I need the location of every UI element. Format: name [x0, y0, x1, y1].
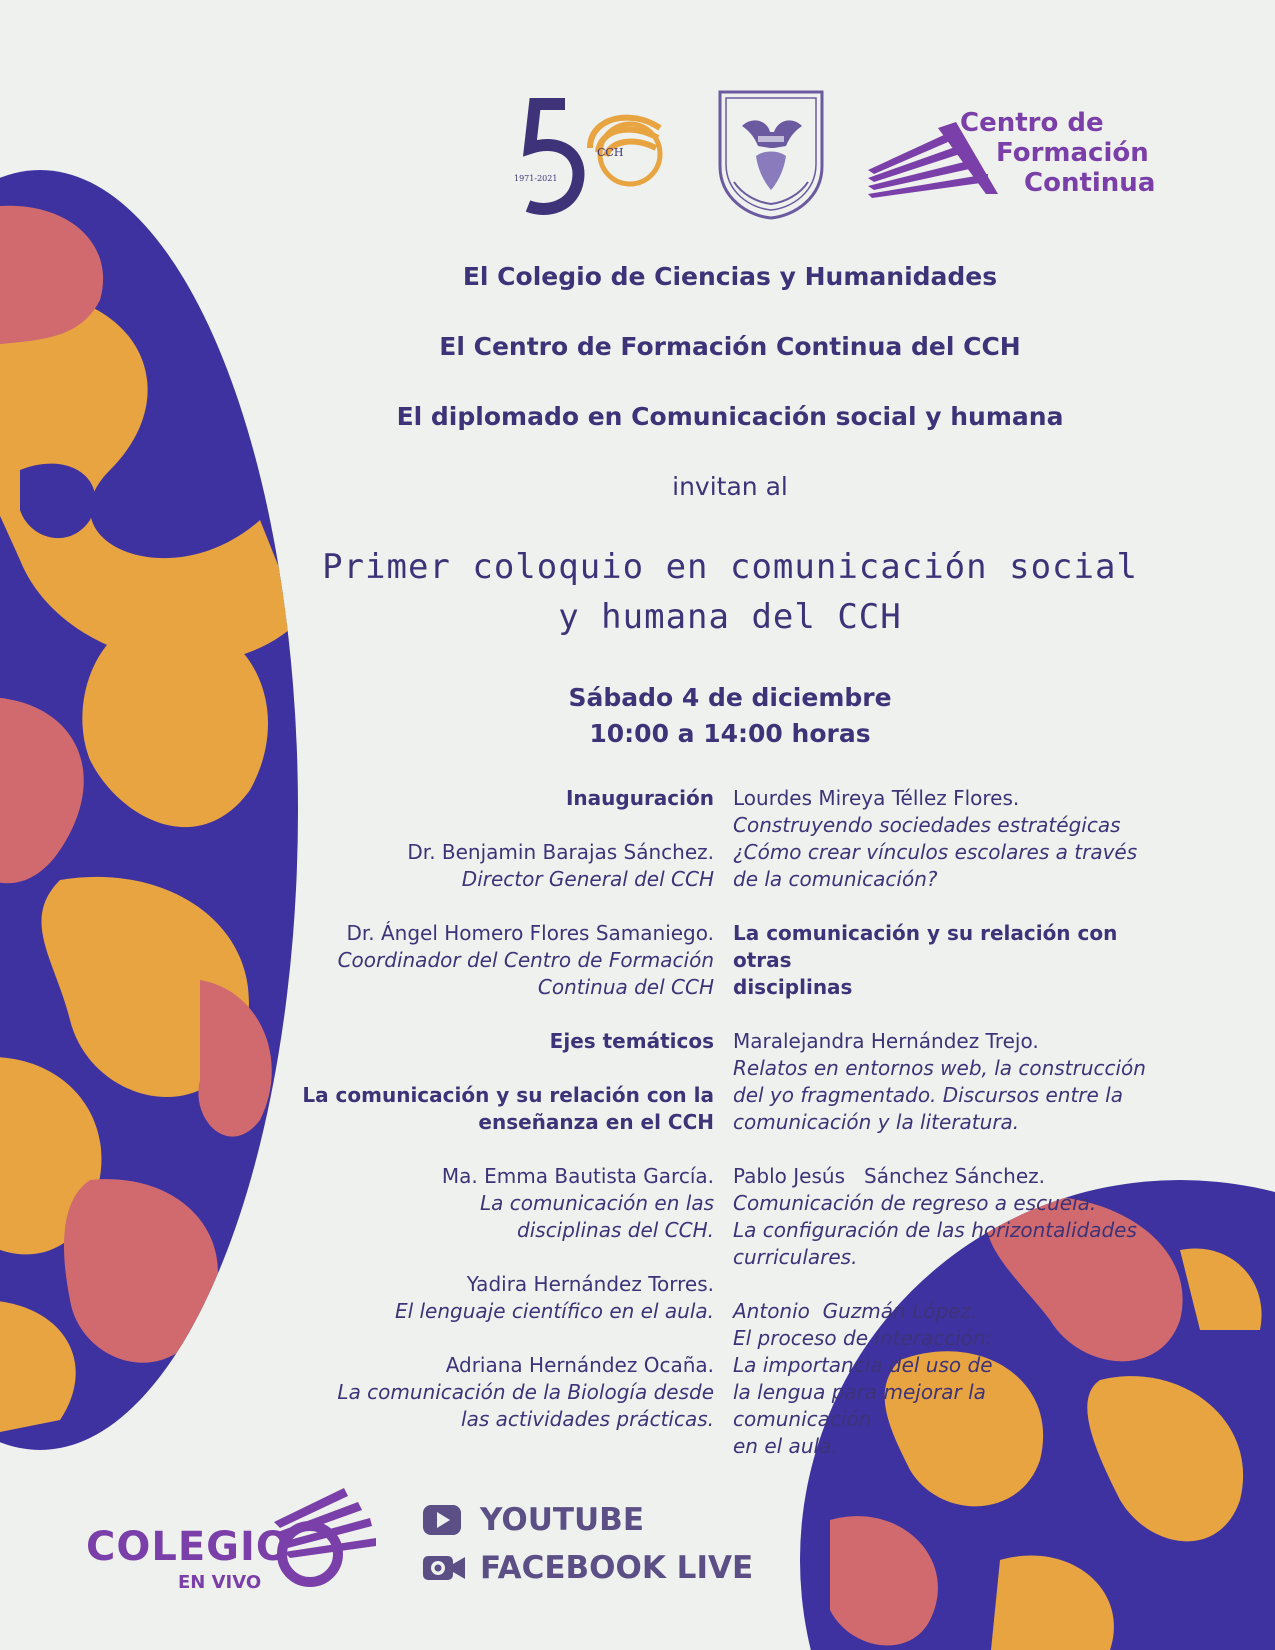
header-line-1: El Colegio de Ciencias y Humanidades — [462, 262, 998, 291]
axis-heading: La comunicación y su relación con la — [302, 1083, 714, 1107]
en-vivo-label: EN VIVO — [178, 1572, 262, 1593]
speaker-name: Dr. Ángel Homero Flores Samaniego. — [346, 921, 714, 945]
speaker-role: Continua del CCH — [537, 975, 714, 999]
speaker-name: Yadira Hernández Torres. — [466, 1272, 714, 1296]
facebook-live-link[interactable] — [422, 1548, 753, 1588]
anniv-cch-label: CCH — [597, 146, 624, 159]
anniv-years-label: 1971-2021 — [514, 174, 558, 183]
talk-title: El proceso de interacción: — [733, 1326, 993, 1350]
speaker-name: Ma. Emma Bautista García. — [441, 1164, 714, 1188]
program-right-column — [733, 785, 1173, 1487]
centro-formacion-continua-logo — [868, 108, 1198, 204]
talk-title: del yo fragmentado. Discursos entre la — [733, 1083, 1123, 1107]
speaker-name: Antonio Guzmán López. — [733, 1299, 978, 1323]
speaker-name: Adriana Hernández Ocaña. — [445, 1353, 714, 1377]
unam-seal-icon — [712, 86, 830, 220]
speaker-name: Dr. Benjamin Barajas Sánchez. — [407, 840, 714, 864]
talk-title: las actividades prácticas. — [461, 1407, 714, 1431]
facebook-live-label: FACEBOOK LIVE — [480, 1550, 754, 1586]
talk-title: comunicación — [733, 1407, 872, 1431]
unam-seal-logo — [712, 86, 830, 220]
event-time: 10:00 a 14:00 horas — [589, 719, 871, 748]
talk-title: La configuración de las horizontalidades — [733, 1218, 1137, 1242]
youtube-link[interactable] — [422, 1500, 644, 1540]
colegio-brand: COLEGIO — [86, 1524, 291, 1570]
axis-heading: La comunicación y su relación con otras — [733, 921, 1118, 972]
talk-title: disciplinas del CCH. — [517, 1218, 714, 1242]
speaker-name: Pablo Jesús Sánchez Sánchez. — [733, 1164, 1045, 1188]
talk-title: La importancia del uso de — [733, 1353, 993, 1377]
header-line-3: El diplomado en Comunicación social y humana — [396, 402, 1064, 431]
cch-50-anniversary-logo — [514, 88, 670, 220]
talk-title: Relatos en entornos web, la construcción — [733, 1056, 1146, 1080]
play-icon — [422, 1504, 462, 1536]
fifty-years-icon — [520, 88, 670, 220]
axis-heading: disciplinas — [733, 975, 853, 999]
talk-title: comunicación y la literatura. — [733, 1110, 1020, 1134]
video-camera-icon — [422, 1552, 466, 1584]
event-title-line-2: y humana del CCH — [558, 597, 902, 637]
talk-title: Construyendo sociedades estratégicas — [733, 813, 1121, 837]
axis-heading: enseñanza en el CCH — [478, 1110, 714, 1134]
event-date: Sábado 4 de diciembre — [568, 683, 892, 712]
talk-title: curriculares. — [733, 1245, 858, 1269]
program-left-column — [300, 785, 714, 1460]
talk-title: en el aula. — [733, 1434, 838, 1458]
talk-title: la lengua para mejorar la — [733, 1380, 986, 1404]
speaker-role: Coordinador del Centro de Formación — [337, 948, 714, 972]
speaker-name: Maralejandra Hernández Trejo. — [733, 1029, 1039, 1053]
talk-title: La comunicación en las — [479, 1191, 714, 1215]
talk-title: La comunicación de la Biología desde — [337, 1380, 714, 1404]
youtube-label: YOUTUBE — [480, 1502, 644, 1538]
talk-title: de la comunicación? — [733, 867, 938, 891]
speaker-role: Director General del CCH — [461, 867, 714, 891]
talk-title: El lenguaje científico en el aula. — [394, 1299, 714, 1323]
header-line-2: El Centro de Formación Continua del CCH — [439, 332, 1021, 361]
event-title-line-1: Primer coloquio en comunicación social — [322, 547, 1138, 587]
speaker-name: Lourdes Mireya Téllez Flores. — [733, 786, 1020, 810]
cfc-line2: Formación — [996, 138, 1149, 168]
ejes-heading: Ejes temáticos — [549, 1029, 714, 1053]
cfc-line3: Continua — [1024, 168, 1156, 198]
talk-title: ¿Cómo crear vínculos escolares a través — [733, 840, 1138, 864]
cfc-line1: Centro de — [960, 108, 1104, 138]
invite-line: invitan al — [672, 472, 788, 501]
inauguracion-heading: Inauguración — [565, 786, 714, 810]
colegio-en-vivo-logo — [86, 1482, 386, 1602]
talk-title: Comunicación de regreso a escuela. — [733, 1191, 1097, 1215]
